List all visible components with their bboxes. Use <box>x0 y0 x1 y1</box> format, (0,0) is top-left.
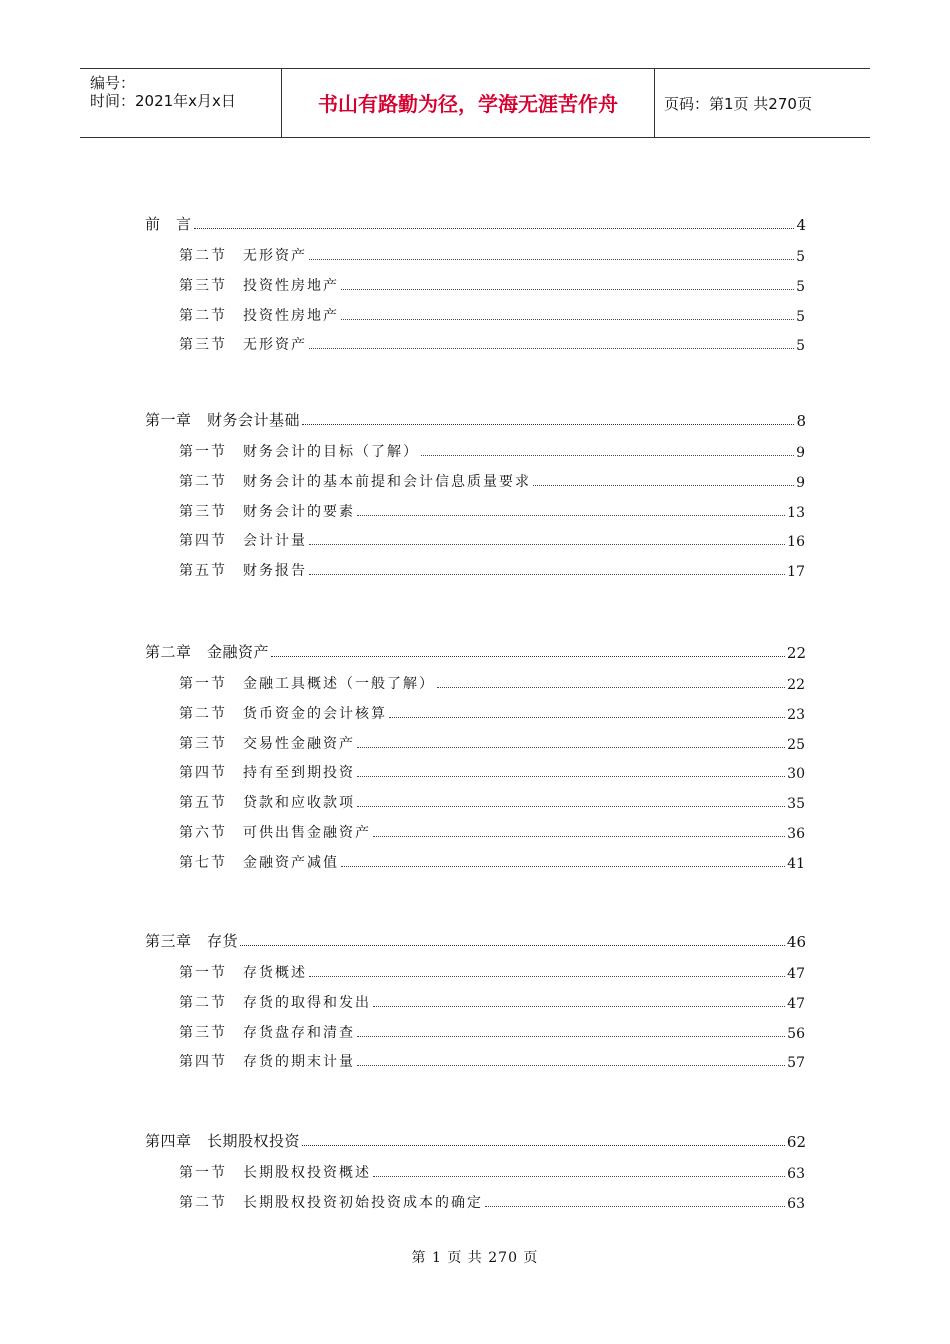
toc-section-entry[interactable] <box>179 790 805 812</box>
toc-section-title: 货币资金的会计核算 <box>243 706 387 722</box>
toc-section-title: 长期股权投资概述 <box>243 1165 371 1181</box>
toc-page-number: 9 <box>796 445 805 461</box>
toc-page-number: 56 <box>787 1026 805 1042</box>
toc-page-number: 22 <box>787 677 805 693</box>
toc-section-entry[interactable] <box>179 1049 805 1071</box>
toc-section-title: 投资性房地产 <box>243 278 339 294</box>
toc-section-entry[interactable] <box>179 332 805 354</box>
toc-section-entry[interactable] <box>179 439 805 461</box>
toc-chapter-entry[interactable] <box>145 408 806 430</box>
toc-section-label: 第七节 <box>179 855 227 871</box>
toc-leader-dots <box>373 1006 785 1007</box>
toc-chapter-entry[interactable] <box>145 1129 806 1151</box>
toc-section-entry[interactable] <box>179 499 805 521</box>
toc-section-entry[interactable] <box>179 303 805 325</box>
toc-page-number: 5 <box>796 249 805 265</box>
toc-section-label: 第二节 <box>179 706 227 722</box>
toc-section-label: 第二节 <box>179 248 227 264</box>
toc-page-number: 46 <box>786 933 806 951</box>
toc-section-title: 交易性金融资产 <box>243 736 355 752</box>
toc-section-label: 第一节 <box>179 965 227 981</box>
toc-page-number: 25 <box>787 737 805 753</box>
toc-leader-dots <box>437 687 785 688</box>
toc-page-number: 35 <box>787 796 805 812</box>
toc-leader-dots <box>309 348 794 349</box>
toc-section-label: 第三节 <box>179 278 227 294</box>
page-header <box>80 68 870 138</box>
toc-section-label: 第二节 <box>179 474 227 490</box>
toc-page-number: 5 <box>796 309 805 325</box>
toc-section-label: 第五节 <box>179 795 227 811</box>
toc-leader-dots <box>357 1036 785 1037</box>
toc-chapter-title: 第一章 财务会计基础 <box>145 411 301 429</box>
toc-section-label: 第三节 <box>179 337 227 353</box>
toc-section-title: 财务会计的基本前提和会计信息质量要求 <box>243 474 531 490</box>
toc-leader-dots <box>357 515 785 516</box>
toc-page-number: 47 <box>787 966 805 982</box>
toc-section-title: 无形资产 <box>243 248 307 264</box>
toc-leader-dots <box>357 1065 785 1066</box>
toc-section-title: 存货盘存和清查 <box>243 1025 355 1041</box>
toc-section-entry[interactable] <box>179 243 805 265</box>
toc-leader-dots <box>302 424 794 425</box>
toc-section-title: 财务会计的要素 <box>243 504 355 520</box>
toc-chapter-entry[interactable] <box>145 640 806 662</box>
toc-section-entry[interactable] <box>179 960 805 982</box>
toc-section-label: 第四节 <box>179 1054 227 1070</box>
toc-section-title: 可供出售金融资产 <box>243 825 371 841</box>
toc-chapter-entry[interactable] <box>145 929 806 951</box>
toc-section-label: 第四节 <box>179 533 227 549</box>
toc-leader-dots <box>533 485 794 486</box>
toc-section-title: 贷款和应收款项 <box>243 795 355 811</box>
header-divider <box>654 69 655 137</box>
toc-section-entry[interactable] <box>179 731 805 753</box>
toc-chapter-title: 第二章 金融资产 <box>145 643 270 661</box>
toc-leader-dots <box>271 656 785 657</box>
toc-section-title: 会计计量 <box>243 533 307 549</box>
toc-page-number: 36 <box>787 826 805 842</box>
header-meta <box>80 69 280 137</box>
toc-section-entry[interactable] <box>179 701 805 723</box>
number-label: 编号： <box>90 74 136 92</box>
toc-page-number: 13 <box>787 505 805 521</box>
toc-section-entry[interactable] <box>179 850 805 872</box>
header-motto: 书山有路勤为径，学海无涯苦作舟 <box>318 92 618 116</box>
toc-leader-dots <box>341 319 794 320</box>
toc-section-label: 第三节 <box>179 1025 227 1041</box>
toc-leader-dots <box>194 228 795 229</box>
toc-page-number: 63 <box>787 1196 805 1212</box>
toc-leader-dots <box>357 747 785 748</box>
toc-leader-dots <box>309 574 785 575</box>
toc-section-title: 投资性房地产 <box>243 308 339 324</box>
toc-section-label: 第三节 <box>179 736 227 752</box>
toc-leader-dots <box>373 836 785 837</box>
toc-page-number: 17 <box>787 564 805 580</box>
toc-section-label: 第二节 <box>179 1195 227 1211</box>
toc-leader-dots <box>341 866 785 867</box>
toc-section-title: 长期股权投资初始投资成本的确定 <box>243 1195 483 1211</box>
toc-page-number: 5 <box>796 338 805 354</box>
toc-section-entry[interactable] <box>179 760 805 782</box>
toc-section-label: 第一节 <box>179 676 227 692</box>
toc-section-entry[interactable] <box>179 469 805 491</box>
toc-page-number: 63 <box>787 1166 805 1182</box>
toc-leader-dots <box>302 1145 785 1146</box>
toc-page-number: 4 <box>796 216 806 234</box>
toc-section-title: 存货概述 <box>243 965 307 981</box>
toc-leader-dots <box>309 544 785 545</box>
toc-section-entry[interactable] <box>179 1190 805 1212</box>
toc-page-number: 62 <box>786 1133 806 1151</box>
toc-chapter-entry[interactable] <box>145 212 806 234</box>
toc-page-number: 41 <box>787 856 805 872</box>
header-page-info: 页码：第1页 共270页 <box>664 95 812 113</box>
toc-section-entry[interactable] <box>179 671 805 693</box>
toc-section-label: 第一节 <box>179 444 227 460</box>
toc-section-entry[interactable] <box>179 273 805 295</box>
toc-section-label: 第三节 <box>179 504 227 520</box>
toc-section-title: 金融工具概述（一般了解） <box>243 676 435 692</box>
toc-section-entry[interactable] <box>179 820 805 842</box>
toc-section-label: 第一节 <box>179 1165 227 1181</box>
toc-section-entry[interactable] <box>179 528 805 550</box>
toc-section-title: 持有至到期投资 <box>243 765 355 781</box>
toc-section-title: 财务报告 <box>243 563 307 579</box>
toc-page-number: 16 <box>787 534 805 550</box>
toc-section-label: 第六节 <box>179 825 227 841</box>
toc-section-label: 第五节 <box>179 563 227 579</box>
toc-section-title: 财务会计的目标（了解） <box>243 444 419 460</box>
toc-leader-dots <box>357 806 785 807</box>
toc-page-number: 9 <box>796 475 805 491</box>
toc-section-label: 第二节 <box>179 308 227 324</box>
toc-leader-dots <box>373 1176 785 1177</box>
toc-page-number: 57 <box>787 1055 805 1071</box>
toc-chapter-title: 前 言 <box>145 215 192 233</box>
toc-leader-dots <box>357 776 785 777</box>
toc-leader-dots <box>341 289 794 290</box>
toc-leader-dots <box>309 976 785 977</box>
toc-section-title: 存货的期末计量 <box>243 1054 355 1070</box>
toc-leader-dots <box>309 259 794 260</box>
toc-section-title: 金融资产减值 <box>243 855 339 871</box>
toc-page-number: 22 <box>786 644 806 662</box>
time-label: 时间：2021年x月x日 <box>90 92 236 110</box>
toc-page-number: 8 <box>796 412 806 430</box>
toc-section-title: 存货的取得和发出 <box>243 995 371 1011</box>
toc-leader-dots <box>389 717 785 718</box>
toc-section-title: 无形资产 <box>243 337 307 353</box>
toc-section-entry[interactable] <box>179 1020 805 1042</box>
toc-page-number: 30 <box>787 766 805 782</box>
toc-section-entry[interactable] <box>179 1160 805 1182</box>
toc-page-number: 5 <box>796 279 805 295</box>
page-footer: 第 1 页 共 270 页 <box>411 1250 539 1266</box>
toc-section-label: 第四节 <box>179 765 227 781</box>
toc-section-entry[interactable] <box>179 990 805 1012</box>
toc-page-number: 23 <box>787 707 805 723</box>
toc-chapter-title: 第三章 存货 <box>145 932 239 950</box>
toc-chapter-title: 第四章 长期股权投资 <box>145 1132 301 1150</box>
toc-leader-dots <box>421 455 794 456</box>
toc-leader-dots <box>240 945 785 946</box>
toc-page-number: 47 <box>787 996 805 1012</box>
toc-leader-dots <box>485 1206 785 1207</box>
toc-section-label: 第二节 <box>179 995 227 1011</box>
toc-section-entry[interactable] <box>179 558 805 580</box>
